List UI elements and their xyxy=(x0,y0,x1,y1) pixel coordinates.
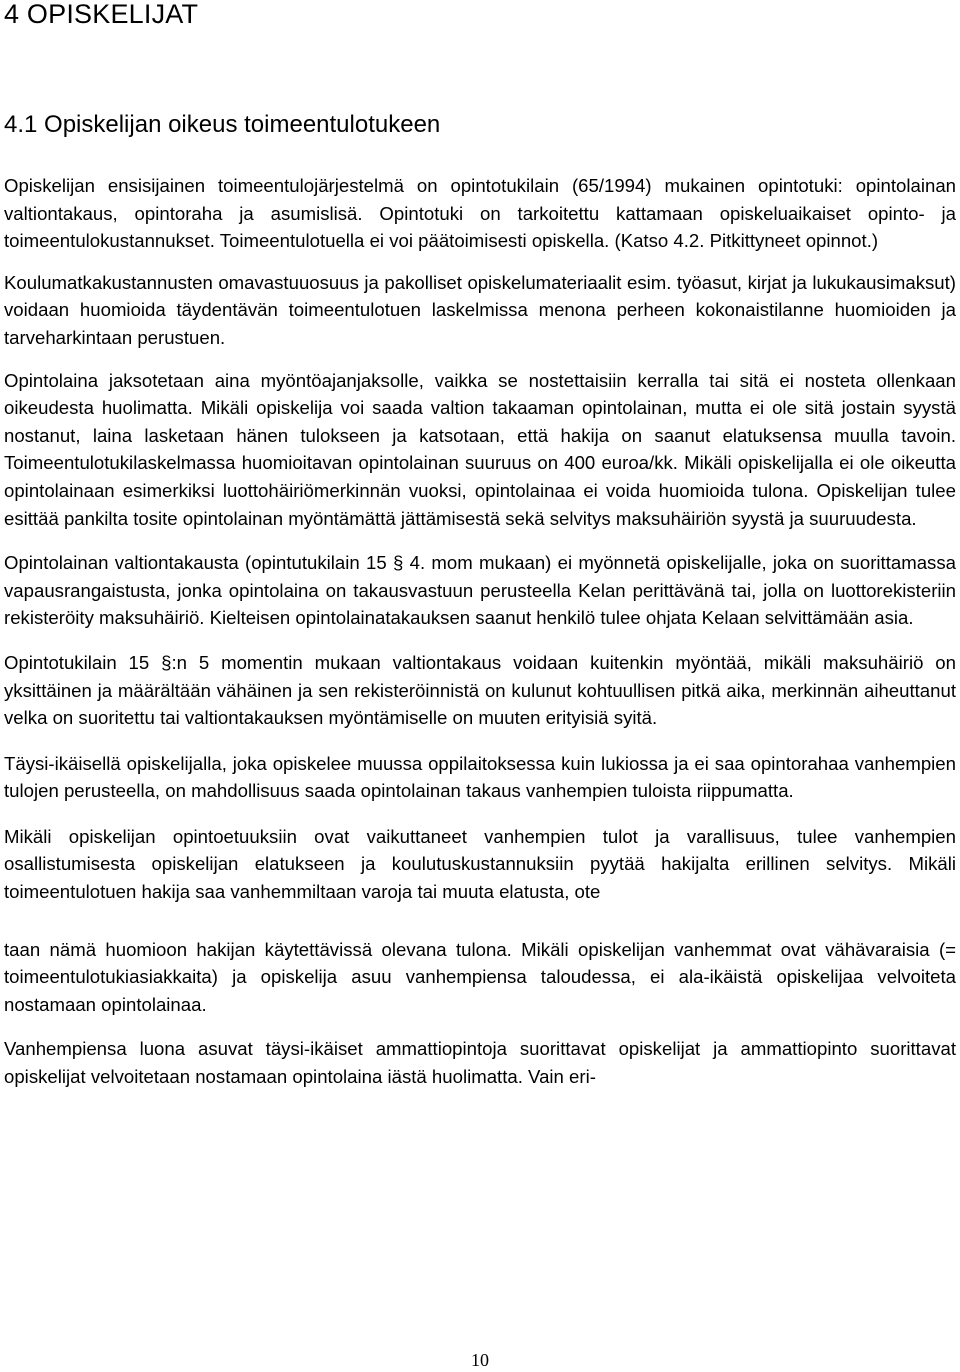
page-number: 10 xyxy=(471,1350,489,1370)
section-title: 4.1 Opiskelijan oikeus toimeentulotukeen xyxy=(4,111,441,138)
paragraph-9: Vanhempiensa luona asuvat täysi-ikäiset ammattiopintoja suorittavat opiskelijat ja ammattiopinto suorittavat opiskelijat velvoitetaan nostamaan opintolaina iästä huolimatta. Vain eri- xyxy=(4,1038,956,1088)
paragraph-3: Opintolaina jaksotetaan aina myöntöajanjaksolle, vaikka se nostettaisiin kerralla tai sitä ei nosteta ollenkaan oikeudesta huolimatta. Mikäli opiskelija voi saada valtion takaaman opintolainan, mutta ei ole sitä jostain syystä nostanut, laina lasketaan hänen tulokseen ja katsotaan, että hakija on saanut elatuksensa muulla tavoin. Toimeentulotukilaskelmassa huomioitavan opintolainan suuruus on 400 euroa/kk. Mikäli opiskelijalla ei ole oikeutta opintolainaan esimerkiksi luottohäiriömerkinnän vuoksi, opintolainaa ei voida huomioida tulona. Opiskelijan tulee esittää pankilta tosite opintolainan myöntämättä jättämisestä sekä selvitys maksuhäiriön syystä ja suuruudesta. xyxy=(4,369,956,529)
paragraph-5: Opintotukilain 15 §:n 5 momentin mukaan valtiontakaus voidaan kuitenkin myöntää, mikäli maksuhäiriö on yksittäinen ja määrältään vähäinen ja sen rekisteröinnistä on kulunut kohtuullisen pitkä aika, merkinnän aiheuttanut velka on suoritettu tai valtiontakauksen myöntämiselle on muuten erityisiä syitä. xyxy=(4,651,956,729)
body-text xyxy=(4,172,956,1091)
chapter-title: 4 OPISKELIJAT xyxy=(4,0,199,29)
paragraph-6: Täysi-ikäisellä opiskelijalla, joka opiskelee muussa oppilaitoksessa kuin lukiossa ja ei saa opintorahaa vanhempien tulojen perusteella, on mahdollisuus saada opintolainan takaus vanhempien tuloista riippumatta. xyxy=(4,752,956,802)
paragraph-1: Opiskelijan ensisijainen toimeentulojärjestelmä on opintotukilain (65/1994) mukainen opintotuki: opintolainan valtiontakaus, opintoraha ja asumislisä. Opintotuki on tarkoitettu kattamaan opiskeluaikaiset opinto- ja toimeentulokustannukset. Toimeentulotuella ei voi päätoimisesti opiskella. (Katso 4.2. Pitkittyneet opinnot.) xyxy=(4,175,956,252)
paragraph-8: taan nämä huomioon hakijan käytettävissä olevana tulona. Mikäli opiskelijan vanhemmat ovat vähävaraisia (= toimeentulotukiasiakkaita) ja opiskelija asuu vanhempiensa taloudessa, ei ala-ikäistä opiskelijaa velvoiteta nostamaan opintolainaa. xyxy=(4,938,956,1015)
paragraph-4: Opintolainan valtiontakausta (opintutukilain 15 § 4. mom mukaan) ei myönnetä opiskelijalle, joka on suorittamassa vapausrangaistusta, jonka opintolaina on takausvastuun perusteella Kelan perittävänä tai, jolla on luottorekisteriin rekisteröity maksuhäiriö. Kielteisen opintolainatakauksen saanut henkilö tulee ohjata Kelaan selvittämään asia. xyxy=(4,552,956,629)
paragraph-2: Koulumatkakustannusten omavastuuosuus ja pakolliset opiskelumateriaalit esim. työasut, kirjat ja lukukausimaksut) voidaan huomioida täydentävän toimeentulotuen laskelmissa menona perheen kokonaistilanne huomioiden ja tarveharkintaan perustuen. xyxy=(4,271,956,348)
paragraph-7: Mikäli opiskelijan opintoetuuksiin ovat vaikuttaneet vanhempien tulot ja varallisuus, tulee vanhempien osallistumisesta opiskelijan elatukseen ja koulutuskustannuksiin pyytää hakijalta erillinen selvitys. Mikäli toimeentulotuen hakija saa vanhemmiltaan varoja tai muuta elatusta, ote xyxy=(4,825,956,903)
